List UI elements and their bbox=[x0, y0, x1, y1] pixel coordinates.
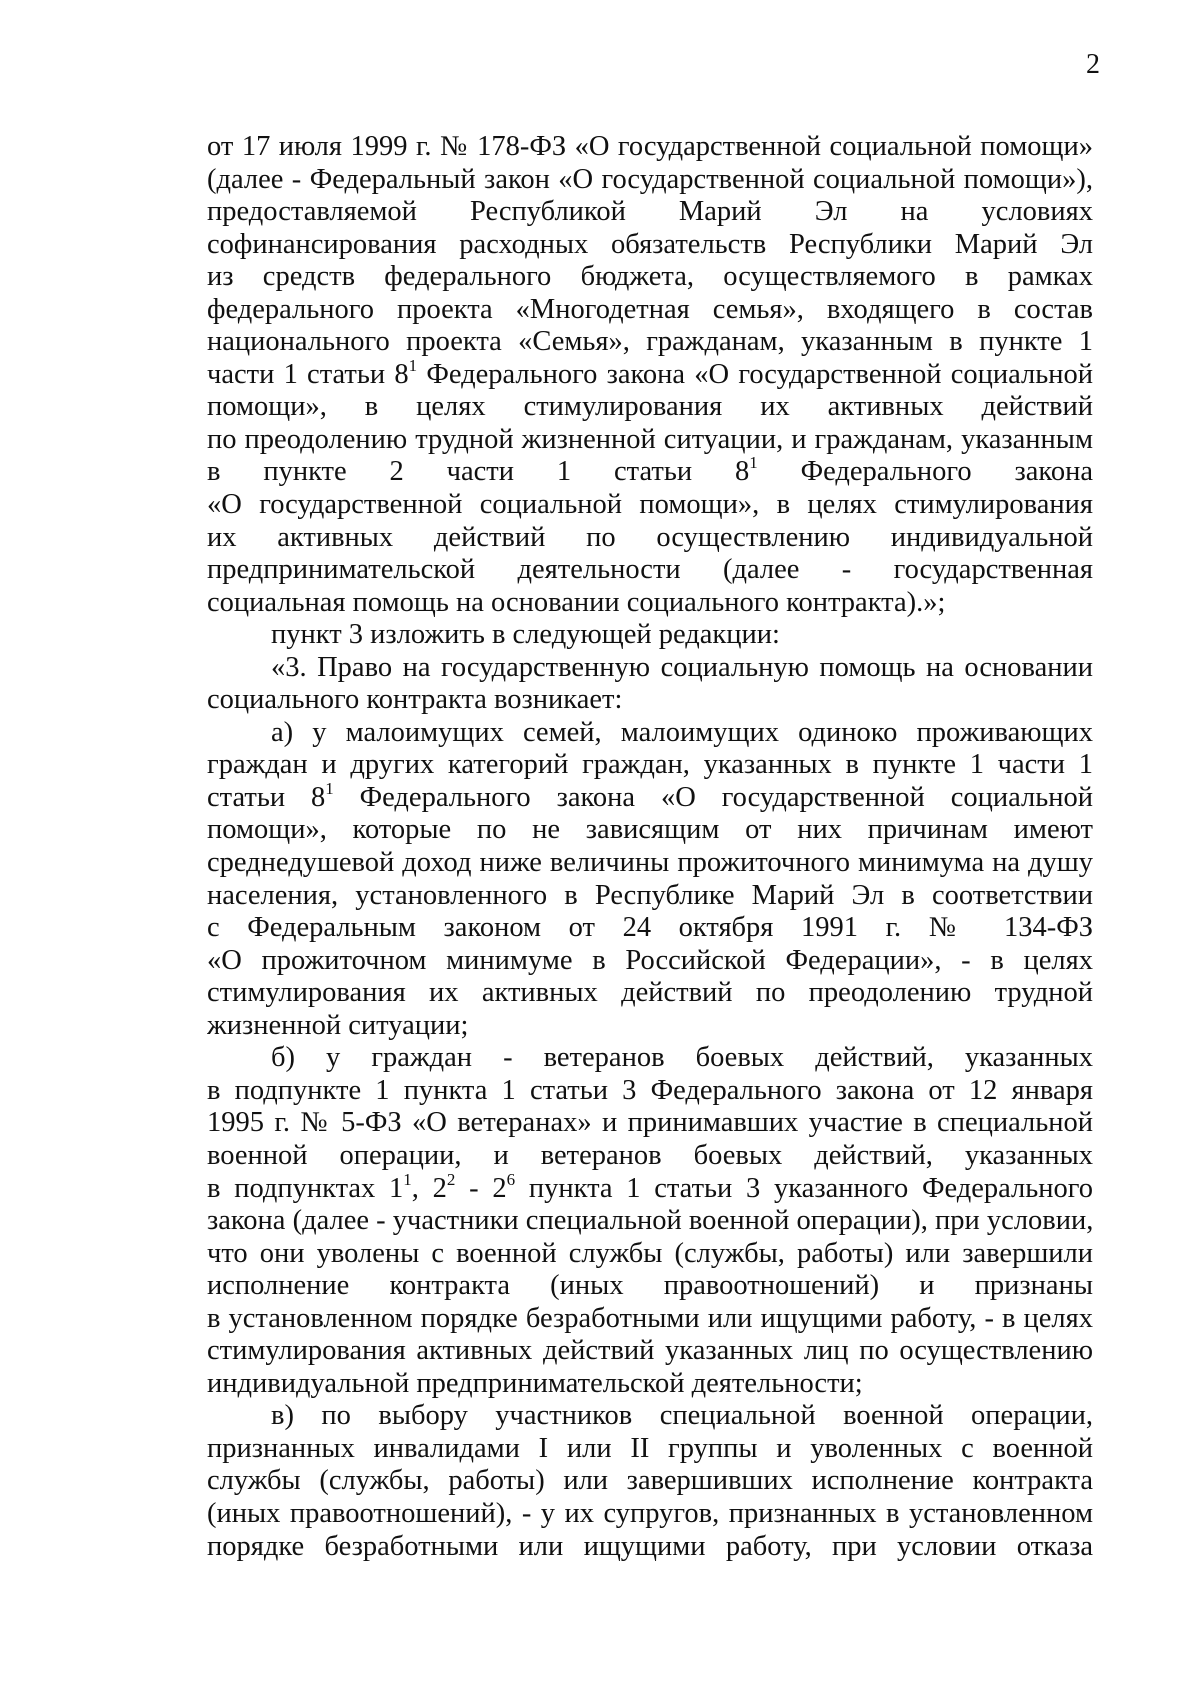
text-line: социальная помощь на основании социального контракта).»; bbox=[207, 586, 946, 618]
text-line: (далее - Федеральный закон «О государственной социальной помощи»), bbox=[207, 163, 1093, 195]
text-line: закона (далее - участники специальной военной операции), при условии, bbox=[207, 1205, 1093, 1237]
text-line: индивидуальной предпринимательской деятельности; bbox=[207, 1367, 863, 1399]
text-segment: части 1 статьи 8 bbox=[207, 358, 409, 390]
text-line: (иных правоотношений), - у их супругов, признанных в установленном bbox=[207, 1497, 1093, 1529]
text-line: порядке безработными или ищущими работу, при условии отказа bbox=[207, 1530, 1093, 1562]
text-segment: Федерального закона «О государственной социальной bbox=[333, 781, 1093, 813]
text-line bbox=[207, 456, 1093, 489]
text-line: национального проекта «Семья», гражданам, указанным в пункте 1 bbox=[207, 326, 1093, 358]
text-line: помощи», которые по не зависящим от них причинам имеют bbox=[207, 814, 1093, 846]
text-line: в) по выбору участников специальной военной операции, bbox=[271, 1400, 1093, 1432]
text-line: в подпункте 1 пункта 1 статьи 3 Федерального закона от 12 января bbox=[207, 1074, 1093, 1106]
superscript: 1 bbox=[403, 1172, 412, 1189]
text-segment: в пункте 2 части 1 статьи 8 bbox=[207, 456, 750, 488]
text-line: населения, установленного в Республике Марий Эл в соответствии bbox=[207, 879, 1093, 911]
text-line: «О прожиточном минимуме в Российской Федерации», - в целях bbox=[207, 944, 1093, 976]
text-line: исполнение контракта (иных правоотношений) и признаны bbox=[207, 1270, 1093, 1302]
text-segment: Федерального закона «О государственной социальной bbox=[417, 358, 1093, 390]
superscript: 1 bbox=[408, 358, 418, 375]
text-line: федерального проекта «Многодетная семья», входящего в состав bbox=[207, 293, 1093, 325]
superscript: 1 bbox=[325, 781, 334, 798]
text-segment: Федерального закона bbox=[757, 456, 1093, 488]
text-line: с Федеральным законом от 24 октября 1991 г. № 134-ФЗ bbox=[207, 912, 1093, 944]
text-segment: пункта 1 статьи 3 указанного Федерального bbox=[515, 1172, 1093, 1204]
text-line bbox=[207, 359, 1093, 392]
text-line: социального контракта возникает: bbox=[207, 684, 623, 716]
text-line: в установленном порядке безработными или ищущими работу, - в целях bbox=[207, 1302, 1093, 1334]
text-line: «3. Право на государственную социальную помощь на основании bbox=[271, 651, 1093, 683]
text-segment: в подпунктах 1 bbox=[207, 1172, 404, 1204]
text-line: софинансирования расходных обязательств Республики Марий Эл bbox=[207, 228, 1093, 260]
page-number: 2 bbox=[1086, 49, 1100, 80]
text-line: стимулирования активных действий указанных лиц по осуществлению bbox=[207, 1335, 1093, 1367]
text-line: военной операции, и ветеранов боевых действий, указанных bbox=[207, 1139, 1093, 1171]
text-line: граждан и других категорий граждан, указанных в пункте 1 части 1 bbox=[207, 749, 1093, 781]
text-line: стимулирования их активных действий по преодолению трудной bbox=[207, 977, 1093, 1009]
text-line bbox=[207, 1173, 1093, 1206]
text-segment: - 2 bbox=[455, 1172, 507, 1204]
text-line: 1995 г. № 5-ФЗ «О ветеранах» и принимавших участие в специальной bbox=[207, 1107, 1093, 1139]
text-segment: статьи 8 bbox=[207, 781, 326, 813]
text-line: пункт 3 изложить в следующей редакции: bbox=[271, 619, 780, 651]
superscript: 6 bbox=[506, 1172, 516, 1189]
superscript: 1 bbox=[749, 456, 758, 473]
text-line: от 17 июля 1999 г. № 178-ФЗ «О государственной социальной помощи» bbox=[207, 131, 1093, 162]
text-line: среднедушевой доход ниже величины прожиточного минимума на душу bbox=[207, 847, 1093, 879]
text-line: а) у малоимущих семей, малоимущих одиноко проживающих bbox=[271, 716, 1093, 748]
text-line: предоставляемой Республикой Марий Эл на условиях bbox=[207, 196, 1093, 228]
text-line: их активных действий по осуществлению индивидуальной bbox=[207, 521, 1093, 553]
text-line bbox=[207, 782, 1093, 815]
text-line: признанных инвалидами I или II группы и уволенных с военной bbox=[207, 1432, 1093, 1464]
text-line: что они уволены с военной службы (службы, работы) или завершили bbox=[207, 1237, 1093, 1269]
text-line: из средств федерального бюджета, осуществляемого в рамках bbox=[207, 261, 1093, 293]
text-line: по преодолению трудной жизненной ситуации, и гражданам, указанным bbox=[207, 423, 1093, 455]
text-line: б) у граждан - ветеранов боевых действий, указанных bbox=[271, 1042, 1093, 1074]
text-line: предпринимательской деятельности (далее - государственная bbox=[207, 554, 1093, 586]
superscript: 2 bbox=[446, 1172, 456, 1189]
text-line: помощи», в целях стимулирования их активных действий bbox=[207, 391, 1093, 423]
text-line: службы (службы, работы) или завершивших исполнение контракта bbox=[207, 1465, 1093, 1497]
document-body bbox=[207, 131, 1093, 1563]
text-line: жизненной ситуации; bbox=[207, 1009, 469, 1041]
text-segment: , 2 bbox=[411, 1172, 447, 1204]
text-line: «О государственной социальной помощи», в целях стимулирования bbox=[207, 489, 1093, 521]
